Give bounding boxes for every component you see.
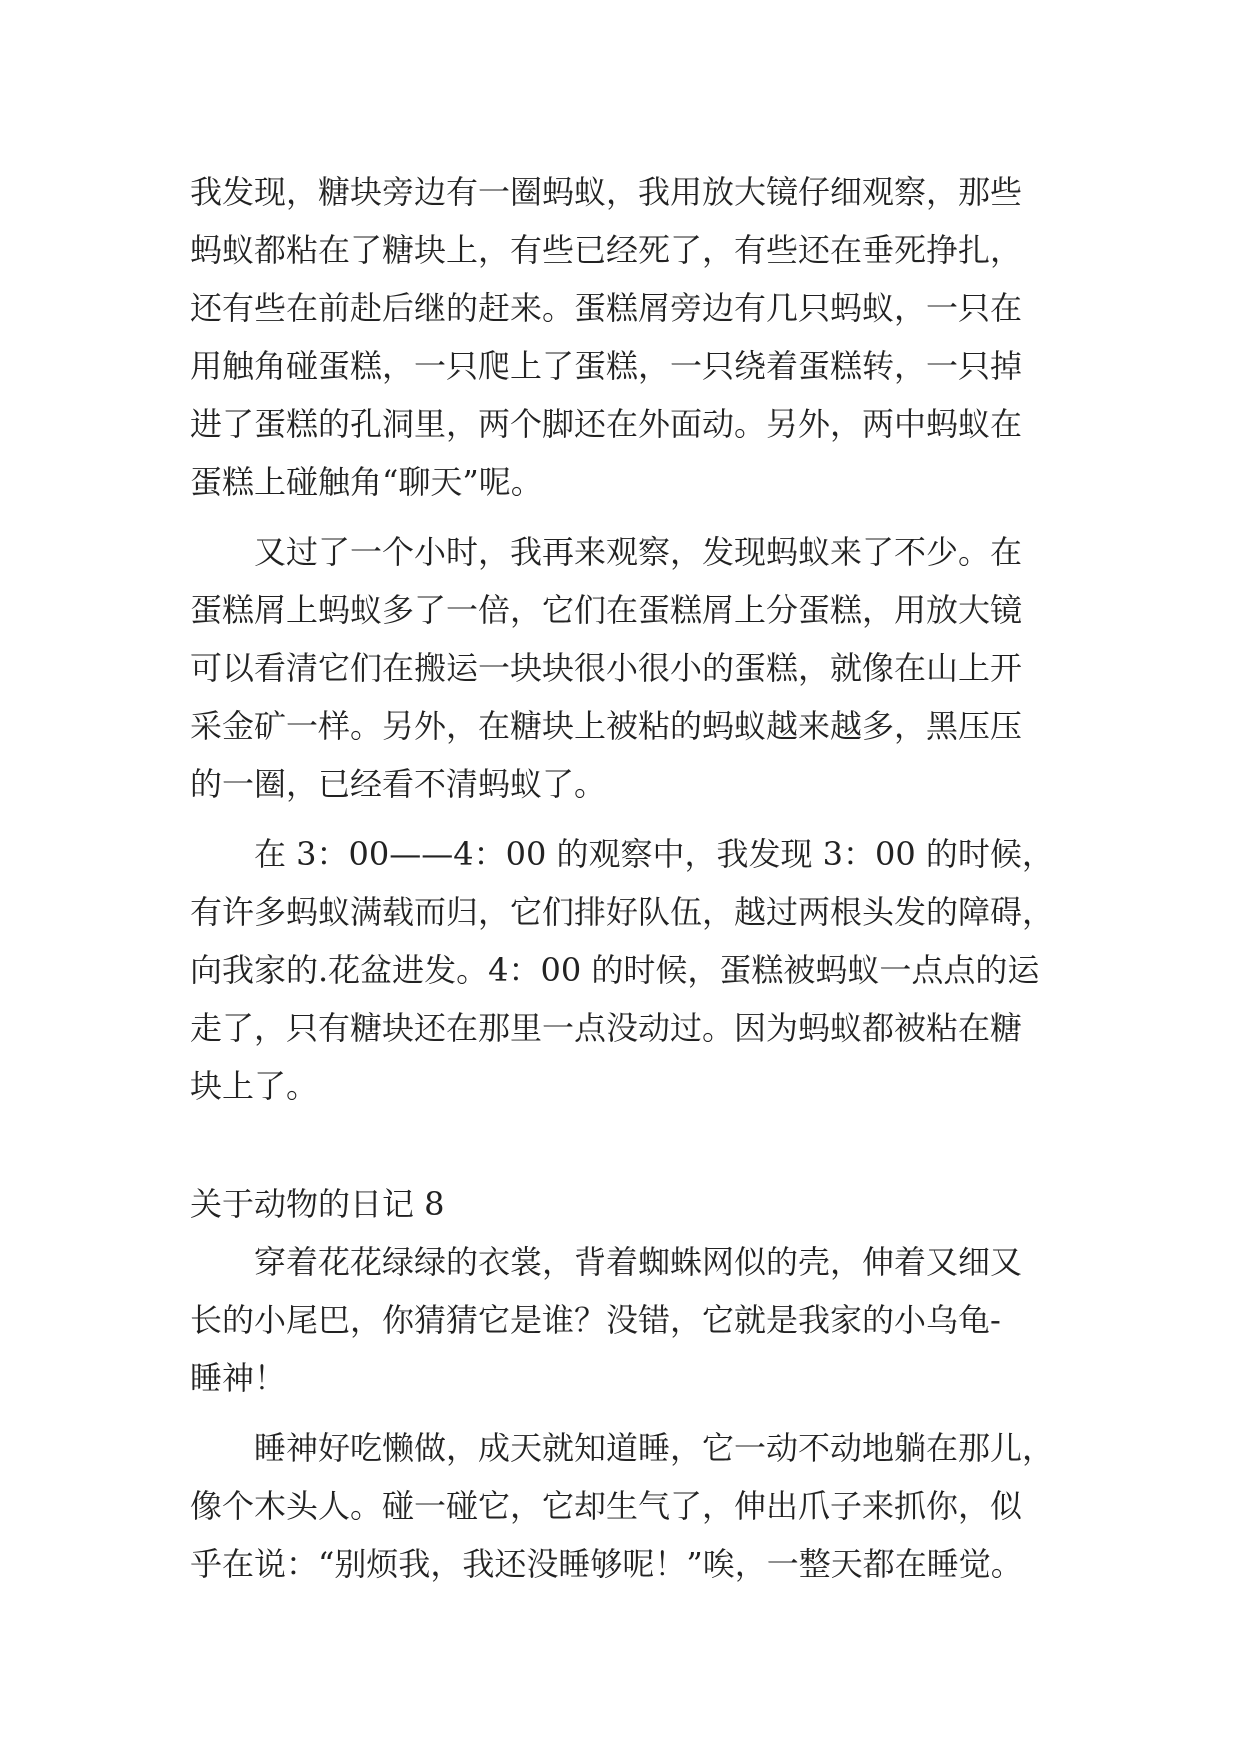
text-line: 我发现，糖块旁边有一圈蚂蚁，我用放大镜仔细观察，那些 xyxy=(190,173,1023,211)
section-title: 关于动物的日记 8 xyxy=(190,1185,445,1223)
text-line: 采金矿一样。另外，在糖块上被粘的蚂蚁越来越多，黑压压 xyxy=(190,707,1023,745)
paragraph-turtle-sleep xyxy=(190,1419,1070,1593)
text-line: 穿着花花绿绿的衣裳，背着蜘蛛网似的壳，伸着又细又 xyxy=(254,1243,1023,1281)
text-line: 长的小尾巴，你猜猜它是谁？没错，它就是我家的小乌龟- xyxy=(190,1301,1001,1339)
paragraph-ant-observation-3 xyxy=(190,825,1070,1115)
text-line: 蛋糕屑上蚂蚁多了一倍，它们在蛋糕屑上分蛋糕，用放大镜 xyxy=(190,591,1023,629)
text-line: 用触角碰蛋糕，一只爬上了蛋糕，一只绕着蛋糕转，一只掉 xyxy=(190,347,1023,385)
text-line: 睡神！ xyxy=(190,1359,287,1397)
text-line: 在 3：00——4：00 的观察中，我发现 3：00 的时候， xyxy=(254,835,1054,873)
document-body xyxy=(190,163,1070,1593)
text-line: 进了蛋糕的孔洞里，两个脚还在外面动。另外，两中蚂蚁在 xyxy=(190,405,1023,443)
text-line: 像个木头人。碰一碰它，它却生气了，伸出爪子来抓你，似 xyxy=(190,1487,1023,1525)
paragraph-ant-observation-1 xyxy=(190,163,1070,511)
paragraph-turtle-intro xyxy=(190,1233,1070,1407)
text-line: 可以看清它们在搬运一块块很小很小的蛋糕，就像在山上开 xyxy=(190,649,1023,687)
text-line: 还有些在前赴后继的赶来。蛋糕屑旁边有几只蚂蚁，一只在 xyxy=(190,289,1023,327)
text-line: 睡神好吃懒做，成天就知道睡，它一动不动地躺在那儿， xyxy=(254,1429,1055,1467)
text-line: 向我家的.花盆进发。4：00 的时候，蛋糕被蚂蚁一点点的运 xyxy=(190,951,1040,989)
text-line: 有许多蚂蚁满载而归，它们排好队伍，越过两根头发的障碍， xyxy=(190,893,1055,931)
text-line: 蚂蚁都粘在了糖块上，有些已经死了，有些还在垂死挣扎， xyxy=(190,231,1023,269)
text-line: 的一圈，已经看不清蚂蚁了。 xyxy=(190,765,607,803)
paragraph-ant-observation-2 xyxy=(190,523,1070,813)
text-line: 蛋糕上碰触角“聊天”呢。 xyxy=(190,463,543,501)
text-line: 乎在说：“别烦我，我还没睡够呢！”唉，一整天都在睡觉。 xyxy=(190,1545,1023,1583)
text-line: 走了，只有糖块还在那里一点没动过。因为蚂蚁都被粘在糖 xyxy=(190,1009,1023,1047)
text-line: 又过了一个小时，我再来观察，发现蚂蚁来了不少。在 xyxy=(254,533,1023,571)
text-line: 块上了。 xyxy=(190,1067,319,1105)
